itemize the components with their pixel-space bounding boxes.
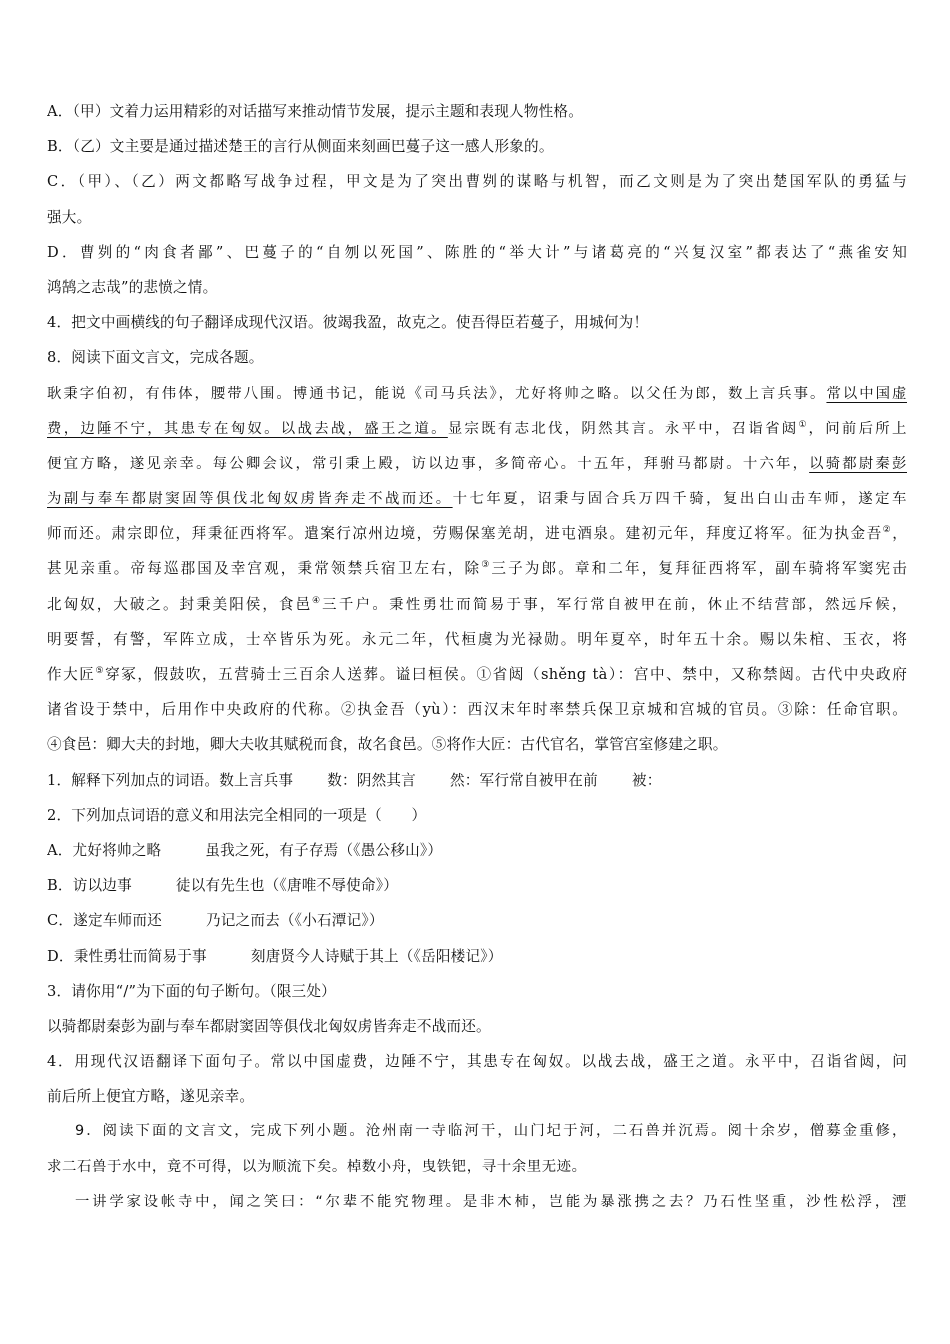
q1-part-a: 1．解释下列加点的词语。数上言兵事 [47,771,294,789]
q9-line3: 一讲学家设帐寺中，闻之笑曰：“尔辈不能究物理。是非木杮，岂能为暴涨携之去？乃石性坚重，沙性松浮，湮 [75,1193,907,1210]
q9-line2: 求二石兽于水中，竟不可得，以为顺流下矣。棹数小舟，曳铁钯，寻十余里无迹。 [47,1158,587,1175]
option-text: C．遂定车师而还 [47,912,162,930]
q8-q2-option-c [47,903,907,938]
underlined-sentence: 费，边陲不宁，其患专在匈奴。以战去战，盛王之道。 [47,420,448,437]
q9-line1: 9．阅读下面的文言文，完成下列小题。沧州南一寺临河干，山门圮于河，二石兽并沉焉。阅十余岁，僧募金重修， [75,1123,907,1140]
q8-passage-line2 [47,411,907,446]
passage-text: 师而还。肃宗即位，拜秉征西将军。遣案行凉州边境，劳赐保塞羌胡，进屯酒泉。建初元年，拜度辽将军。征为执金吾 [47,525,883,543]
document-page [47,94,907,1220]
q7-question-4: 4．把文中画横线的句子翻译成现代汉语。彼竭我盈，故克之。使吾得臣若蔓子，用城何为！ [47,314,649,332]
q8-question-4-line2: 前后所上便宜方略，遂见亲幸。 [47,1088,255,1106]
q7-option-c-line2: 强大。 [47,208,92,226]
q1-part-c: 然：军行常自被甲在前 [449,771,598,789]
underlined-sentence: 常以中国虚 [826,385,907,402]
q7-option-c-line1: C．（甲）、（乙）两文都略写战争过程，甲文是为了突出曹刿的谋略与机智，而乙文则是为了突出楚国军队的勇猛与 [47,173,907,191]
passage-text: 北匈奴，大破之。封秉美阳侯，食邑 [47,595,313,613]
q8-q2-option-d [47,939,907,974]
q8-question-3: 3．请你用“/”为下面的句子断句。（限三处） [47,982,336,1000]
passage-text: 耿秉字伯初，有伟体，腰带八围。博通书记，能说《司马兵法》，尤好将帅之略。以父任为郎，数上言兵事。 [47,385,827,402]
passage-text: 三子为郎。章和二年，复拜征西将军，副车骑将军窦宪击 [491,560,907,578]
q8-q2-option-a [47,833,907,868]
q8-passage-line5: 师而还。肃宗即位，拜秉征西将军。遣案行凉州边境，劳赐保塞羌胡，进屯酒泉。建初元年，拜度辽将军。征为执金吾②， [47,525,907,543]
q1-part-b: 数：阴然其言 [327,771,416,789]
q7-option-a: A．（甲）文着力运用精彩的对话描写来推动情节发展，提示主题和表现人物性格。 [47,103,584,120]
footnote-marker: ② [882,525,893,536]
q8-passage-line6 [47,551,907,586]
q8-passage-line4 [47,481,907,516]
footnote-marker: ⑤ [95,666,106,677]
q8-notes-line1: 诸省设于禁中，后用作中央政府的代称。②执金吾（yù）：西汉末年时率禁兵保卫京城和宫城的官员。③除：任命官职。 [47,701,907,719]
q8-title: 8．阅读下面文言文，完成各题。 [47,349,264,367]
passage-text: 显宗既有志北伐，阴然其言。永平中，召诣省闼 [447,420,799,437]
q8-passage-line7 [47,587,907,622]
q7-option-b: B．（乙）文主要是通过描述楚王的言行从侧面来刻画巴蔓子这一感人形象的。 [47,138,554,156]
underlined-sentence: 为副与奉车都尉窦固等俱伐北匈奴虏皆奔走不战而还。 [47,491,453,508]
q8-question-2: 2．下列加点词语的意义和用法完全相同的一项是（ ） [47,806,427,824]
q8-notes-line2: ④食邑：卿大夫的封地，卿大夫收其赋税而食，故名食邑。⑤将作大匠：古代官名，掌管宫室修建之职。 [47,736,728,754]
q8-question-3-sentence: 以骑都尉秦彭为副与奉车都尉窦固等俱伐北匈奴虏皆奔走不战而还。 [47,1017,491,1035]
option-reference: 刻唐贤今人诗赋于其上（《岳阳楼记》） [250,947,503,965]
q8-question-1 [47,763,907,798]
underlined-sentence: 以骑都尉秦彭 [809,455,907,472]
option-reference: 虽我之死，有子存焉（《愚公移山》） [205,841,443,859]
q8-q2-option-b [47,868,907,903]
option-text: A．尤好将帅之略 [47,841,162,859]
passage-text: 便宜方略，遂见亲幸。每公卿会议，常引秉上殿，访以边事，多简帝心。十五年，拜驸马都尉。十六年， [47,455,810,472]
option-text: B．访以边事 [47,877,132,895]
passage-text: 三千户。秉性勇壮而简易于事，军行常自被甲在前，休止不结营部，然远斥候， [322,596,907,613]
passage-text: 甚见亲重。帝每巡郡国及幸宫观，秉常领禁兵宿卫左右，除 [47,560,482,578]
q8-passage-line8: 明要誓，有警，军阵立成，士卒皆乐为死。永元二年，代桓虞为光禄勋。明年夏卒，时年五十余。赐以朱棺、玉衣，将 [47,630,907,648]
passage-text: ，问前后所上 [808,420,907,437]
q8-passage-line9 [47,657,907,692]
passage-text: 作大匠 [47,666,96,683]
footnote-marker: ③ [481,560,492,571]
q8-question-4-line1: 4．用现代汉语翻译下面句子。常以中国虚费，边陲不宁，其患专在匈奴。以战去战，盛王之道。永平中，召诣省闼，问 [47,1053,907,1071]
q8-passage-line3 [47,446,907,481]
passage-text: 十七年夏，诏秉与固合兵万四千骑，复出白山击车师，遂定车 [452,491,907,508]
option-reference: 乃记之而去（《小石潭记》） [205,912,384,930]
q7-option-d-line1: D．曹刿的“肉食者鄙”、巴蔓子的“自刎以死国”、陈胜的“举大计”与诸葛亮的“兴复汉室”都表达了“燕雀安知 [47,243,907,261]
footnote-marker: ④ [312,595,323,606]
q7-option-d-line2: 鸿鹄之志哉”的悲愤之情。 [47,278,218,296]
q1-part-d: 被： [631,771,662,789]
option-text: D．秉性勇壮而简易于事 [47,947,207,965]
option-reference: 徒以有先生也（《唐唯不辱使命》） [175,877,399,895]
passage-text: 穿冢，假鼓吹，五营骑士三百余人送葬。谥曰桓侯。①省闼（shěng tà）：宫中、禁中，又称禁闼。古代中央政府 [105,666,907,683]
footnote-marker: ① [798,419,809,430]
q8-passage-line1 [47,376,907,411]
